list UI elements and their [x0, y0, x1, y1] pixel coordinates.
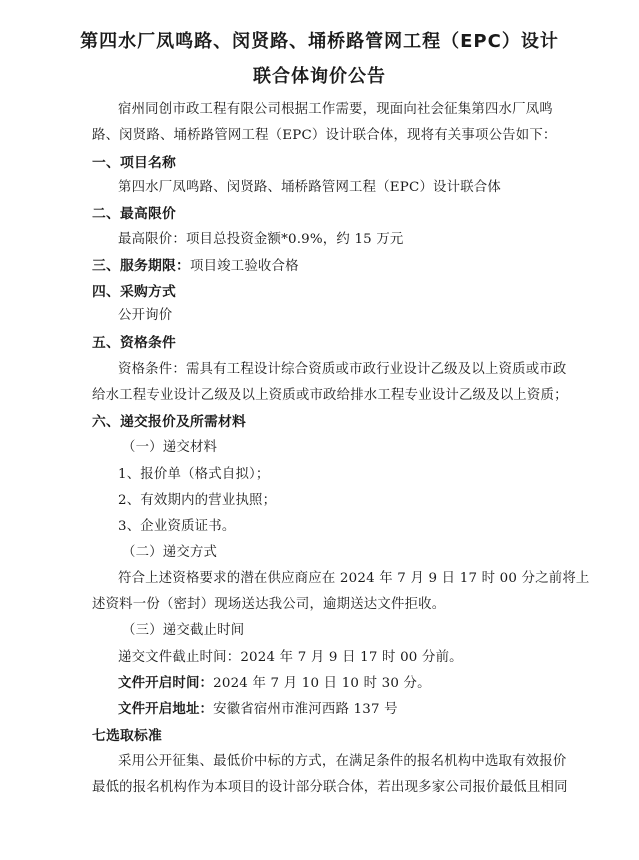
title-line-2: 联合体询价公告 — [253, 66, 386, 87]
method-line-2: 述资料一份（密封）现场送达我公司，逾期送达文件拒收。 — [92, 597, 446, 612]
intro-line-1: 宿州同创市政工程有限公司根据工作需要，现面向社会征集第四水厂凤鸣 — [118, 102, 553, 117]
section-4-heading: 四、采购方式 — [92, 284, 176, 300]
intro-line-2: 路、闵贤路、埇桥路管网工程（EPC）设计联合体，现将有关事项公告如下： — [92, 128, 557, 143]
material-item-3: 3、企业资质证书。 — [118, 519, 236, 534]
section-1-body: 第四水厂凤鸣路、闵贤路、埇桥路管网工程（EPC）设计联合体 — [118, 180, 501, 195]
section-6-heading: 六、递交报价及所需材料 — [92, 414, 246, 430]
section-6-sub-1: （一）递交材料 — [122, 440, 218, 455]
section-4-body: 公开询价 — [118, 308, 173, 323]
material-item-1: 1、报价单（格式自拟）； — [118, 467, 270, 482]
material-item-2: 2、有效期内的营业执照； — [118, 493, 277, 508]
title-line-1: 第四水厂凤鸣路、闵贤路、埇桥路管网工程（EPC）设计 — [80, 31, 559, 52]
open-address-label: 文件开启地址： — [118, 702, 214, 717]
open-time-label: 文件开启时间： — [118, 676, 214, 691]
section-5-body-line-2: 给水工程专业设计乙级及以上资质或市政给排水工程专业设计乙级及以上资质； — [92, 388, 568, 403]
deadline-line: 递交文件截止时间：2024 年 7 月 9 日 17 时 00 分前。 — [118, 650, 463, 665]
section-7-body-line-2: 最低的报名机构作为本项目的设计部分联合体，若出现多家公司报价最低且相同 — [92, 780, 568, 795]
open-address-row — [118, 700, 398, 720]
section-5-heading: 五、资格条件 — [92, 335, 176, 351]
section-7-heading: 七选取标准 — [92, 728, 162, 744]
section-2-body: 最高限价：项目总投资金额*0.9%，约 15 万元 — [118, 232, 404, 247]
section-6-sub-3: （三）递交截止时间 — [122, 623, 245, 638]
open-address-value: 安徽省宿州市淮河西路 137 号 — [213, 702, 398, 717]
section-6-sub-2: （二）递交方式 — [122, 545, 218, 560]
section-7-body-line-1: 采用公开征集、最低价中标的方式，在满足条件的报名机构中选取有效报价 — [118, 754, 567, 769]
section-3-heading: 三、服务期限： — [92, 258, 190, 274]
open-time-row — [118, 674, 431, 694]
section-1-heading: 一、项目名称 — [92, 155, 176, 171]
section-2-heading: 二、最高限价 — [92, 206, 176, 222]
open-time-value: 2024 年 7 月 10 日 10 时 30 分。 — [213, 676, 431, 691]
section-3-row — [92, 256, 299, 277]
method-line-1: 符合上述资格要求的潜在供应商应在 2024 年 7 月 9 日 17 时 00 分之前将上 — [118, 571, 590, 586]
section-3-body: 项目竣工验收合格 — [189, 259, 299, 274]
section-5-body-line-1: 资格条件：需具有工程设计综合资质或市政行业设计乙级及以上资质或市政 — [118, 362, 567, 377]
